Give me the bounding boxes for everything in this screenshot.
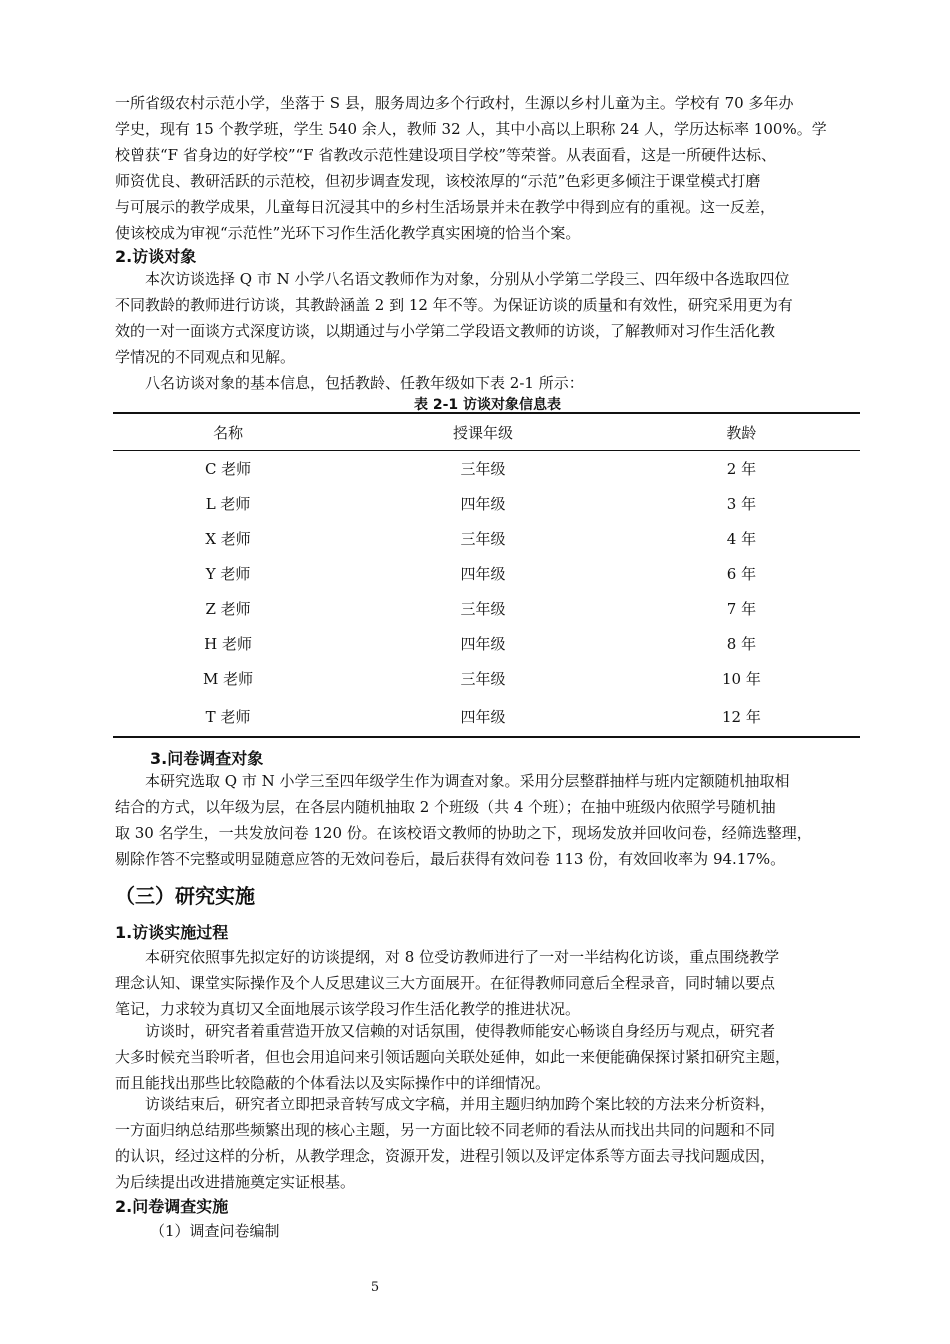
list-item-survey-design: （1）调查问卷编制 [150,1222,280,1240]
table-row [113,556,860,591]
text-line: 本次访谈选择 Q 市 N 小学八名语文教师作为对象，分别从小学第二学段三、四年级中各选取四位 [115,270,790,288]
cell-name: L 老师 [205,495,251,513]
text-line: 一方面归纳总结那些频繁出现的核心主题，另一方面比较不同老师的看法从而找出共同的问题和不同 [115,1121,776,1139]
text-line: 而且能找出那些比较隐蔽的个体看法以及实际操作中的详细情况。 [115,1074,551,1092]
cell-grade: 三年级 [460,600,506,618]
text-line: 取 30 名学生，一共发放问卷 120 份。在该校语文教师的协助之下，现场发放并回收问卷，经筛选整理， [115,824,812,842]
text-line: 不同教龄的教师进行访谈，其教龄涵盖 2 到 12 年不等。为保证访谈的质量和有效性，研究采用更为有 [115,296,793,314]
text-line: 使该校成为审视“示范性”光环下习作生活化教学真实困境的恰当个案。 [115,224,581,242]
text-line: 本研究选取 Q 市 N 小学三至四年级学生作为调查对象。采用分层整群抽样与班内定额随机抽取相 [115,772,790,790]
text-line: 理念认知、课堂实际操作及个人反思建议三大方面展开。在征得教师同意后全程录音，同时辅以要点 [115,974,776,992]
cell-years: 10 年 [722,670,761,688]
text-line: 访谈结束后，研究者立即把录音转写成文字稿，并用主题归纳加跨个案比较的方法来分析资料， [115,1095,776,1113]
cell-years: 8 年 [726,635,757,653]
cell-name: M 老师 [203,670,254,688]
section-heading-interview-target: 2.访谈对象 [115,247,197,266]
table-row [113,626,860,661]
survey-target-paragraph [115,768,860,872]
cell-name: Z 老师 [205,600,251,618]
cell-years: 12 年 [623,696,860,737]
table-row [113,521,860,556]
text-line: 校曾获“F 省身边的好学校”“F 省教改示范性建设项目学校”等荣誉。从表面看，这是一所硬件达标、 [115,146,777,164]
table-caption: 表 2-1 访谈对象信息表 [413,397,562,413]
intro-paragraph [115,90,860,246]
cell-grade: 三年级 [460,530,506,548]
cell-years: 7 年 [726,600,757,618]
text-line: 结合的方式，以年级为层，在各层内随机抽取 2 个班级（共 4 个班）；在抽中班级内依照学号随机抽 [115,798,776,816]
cell-grade: 四年级 [460,495,506,513]
cell-years: 6 年 [726,565,757,583]
text-line: 大多时候充当聆听者，但也会用追问来引领话题向关联处延伸，如此一来便能确保探讨紧扣研究主题， [115,1048,791,1066]
interview-process-paragraph-1 [115,944,860,1022]
text-line: 与可展示的教学成果，儿童每日沉浸其中的乡村生活场景并未在教学中得到应有的重视。这一反差， [115,198,776,216]
cell-name: C 老师 [204,460,252,478]
text-line: 效的一对一面谈方式深度访谈，以期通过与小学第二学段语文教师的访谈，了解教师对习作生活化教 [115,322,776,340]
column-header-grade: 授课年级 [343,413,623,451]
text-line: 的认识，经过这样的分析，从教学理念，资源开发，进程引领以及评定体系等方面去寻找问题成因， [115,1147,776,1165]
section-heading-implementation: （三）研究实施 [115,884,255,908]
text-line: 访谈时，研究者着重营造开放又信赖的对话氛围，使得教师能安心畅谈自身经历与观点，研究者 [115,1022,776,1040]
table-row [113,486,860,521]
cell-name: Y 老师 [205,565,251,583]
table-row [113,591,860,626]
text-line: 八名访谈对象的基本信息，包括教龄、任教年级如下表 2-1 所示： [115,374,584,392]
interview-process-paragraph-3 [115,1091,860,1195]
cell-grade: 四年级 [460,565,506,583]
page-number: 5 [370,1280,380,1295]
cell-name: H 老师 [204,635,252,653]
cell-name: T 老师 [113,696,343,737]
text-line: 学史，现有 15 个教学班，学生 540 余人，教师 32 人，其中小高以上职称 24 人，学历达标率 100%。学 [115,120,827,138]
subsection-heading-interview-process: 1.访谈实施过程 [115,923,229,942]
column-header-years: 教龄 [623,413,860,451]
cell-years: 4 年 [726,530,757,548]
cell-years: 3 年 [726,495,757,513]
cell-years: 2 年 [726,460,757,478]
cell-grade: 四年级 [343,696,623,737]
cell-grade: 三年级 [460,670,506,688]
text-line: 为后续提出改进措施奠定实证根基。 [115,1173,356,1191]
table-row [113,696,860,737]
text-line: 笔记，力求较为真切又全面地展示该学段习作生活化教学的推进状况。 [115,1000,581,1018]
interview-target-paragraph [115,266,860,396]
subsection-heading-survey-process: 2.问卷调查实施 [115,1197,229,1216]
cell-name: X 老师 [205,530,251,548]
table-row [113,661,860,696]
text-line: 师资优良、教研活跃的示范校，但初步调查发现，该校浓厚的“示范”色彩更多倾注于课堂模式打磨 [115,172,761,190]
text-line: 一所省级农村示范小学，坐落于 S 县，服务周边多个行政村，生源以乡村儿童为主。学校有 70 多年办 [115,94,794,112]
text-line: 本研究依照事先拟定好的访谈提纲，对 8 位受访教师进行了一对一半结构化访谈，重点围绕教学 [115,948,780,966]
section-heading-survey-target: 3.问卷调查对象 [150,749,264,768]
cell-grade: 四年级 [460,635,506,653]
table-header-row [113,413,860,451]
interview-process-paragraph-2 [115,1018,860,1096]
column-header-name: 名称 [113,413,343,451]
text-line: 学情况的不同观点和见解。 [115,348,296,366]
table-row [113,451,860,487]
cell-grade: 三年级 [460,460,506,478]
text-line: 剔除作答不完整或明显随意应答的无效问卷后，最后获得有效问卷 113 份，有效回收率为 94.17%。 [115,850,786,868]
interviewee-info-table [113,412,860,738]
